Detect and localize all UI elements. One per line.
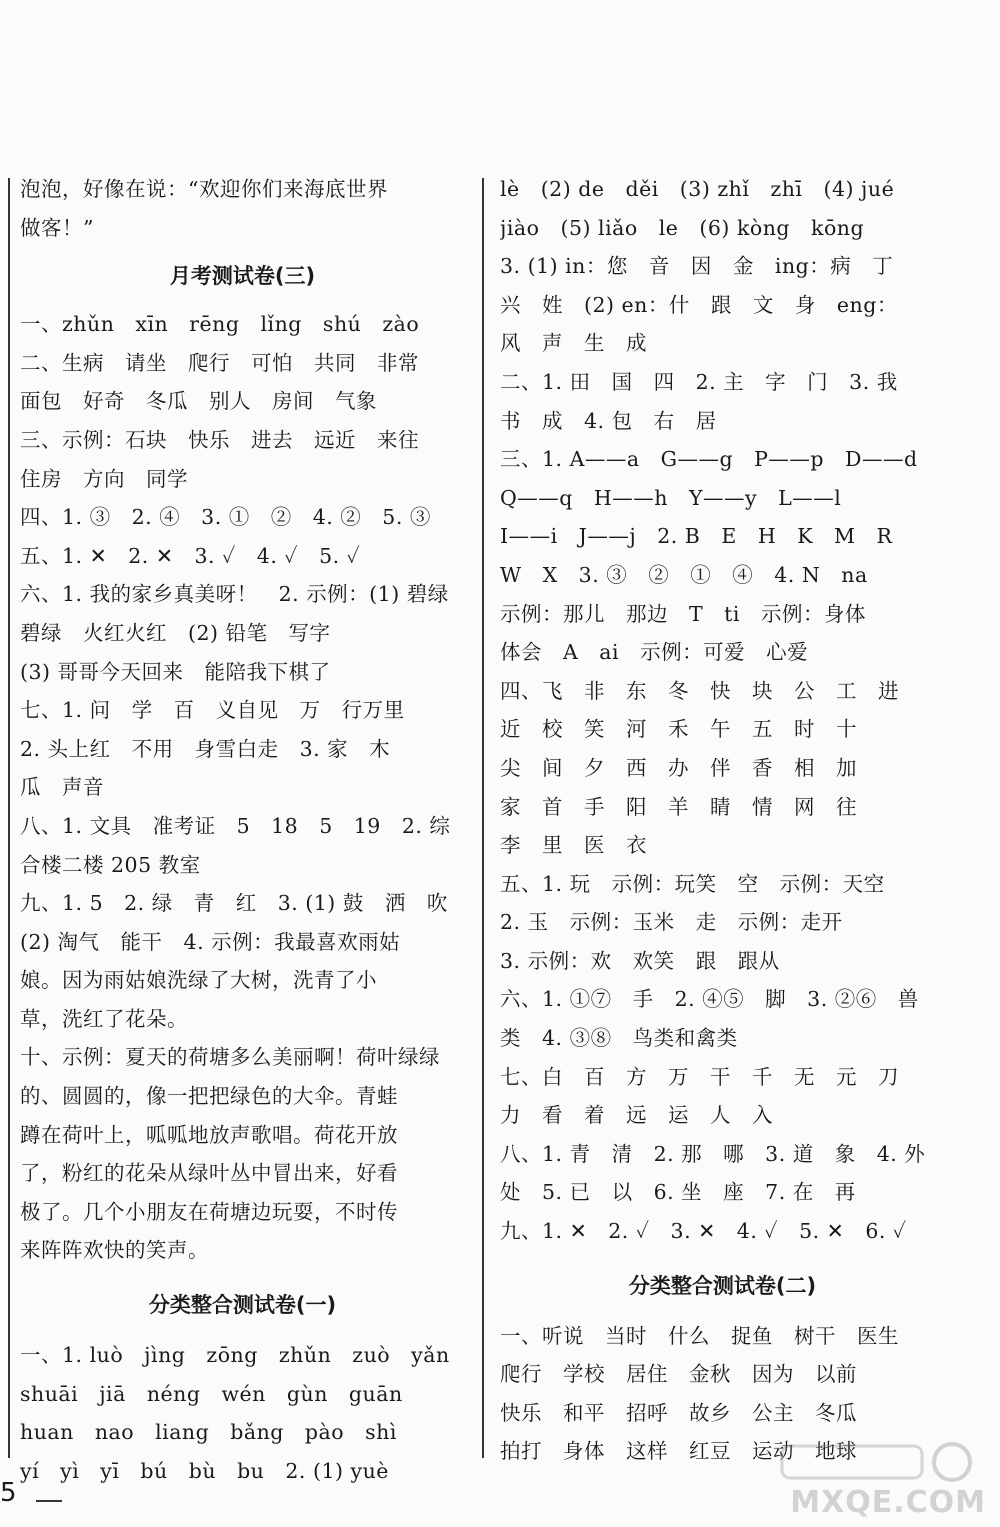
text-line: 八、1. 青 清 2. 那 哪 3. 道 象 4. 外 — [500, 1141, 926, 1166]
text-line: 近 校 笑 河 禾 午 五 时 十 — [500, 717, 857, 742]
text-line: 3. 示例：欢 欢笑 跟 跟从 — [500, 948, 780, 973]
page-number-rule — [36, 1500, 62, 1502]
text-line: 极了。几个小朋友在荷塘边玩耍，不时传 — [20, 1199, 398, 1224]
text-line: 一、zhǔn xīn rēng lǐng shú zào — [20, 312, 420, 337]
column-divider — [482, 178, 484, 1458]
text-line: 做客！” — [20, 215, 94, 240]
text-line: 的、圆圆的，像一把把绿色的大伞。青蛙 — [20, 1084, 398, 1109]
text-line: 瓜 声音 — [20, 775, 104, 800]
text-line: 示例：那儿 那边 T ti 示例：身体 — [500, 601, 866, 626]
text-line: 二、1. 田 国 四 2. 主 字 门 3. 我 — [500, 369, 898, 394]
text-line: 2. 头上红 不用 身雪白走 3. 家 木 — [20, 736, 391, 761]
watermark-url: MXQE.COM — [790, 1485, 986, 1520]
text-line: 四、飞 非 东 冬 快 块 公 工 进 — [500, 678, 899, 703]
text-line: 七、白 百 方 万 干 千 无 元 刀 — [500, 1064, 899, 1089]
text-line: 一、1. luò jìng zōng zhǔn zuò yǎn — [20, 1343, 450, 1368]
text-line: 体会 A ai 示例：可爱 心爱 — [500, 640, 809, 665]
text-line: 草，洗红了花朵。 — [20, 1006, 188, 1031]
section-heading: 分类整合测试卷(二) — [628, 1273, 817, 1298]
text-line: 娘。因为雨姑娘洗绿了大树，洗青了小 — [20, 968, 377, 993]
text-line: 了，粉红的花朵从绿叶丛中冒出来，好看 — [20, 1161, 398, 1186]
right-column — [500, 170, 945, 1471]
text-line: 3. (1) in：您 音 因 金 ing：病 丁 — [500, 254, 894, 279]
text-line: 二、生病 请坐 爬行 可怕 共同 非常 — [20, 350, 419, 375]
page-number: 5 — [0, 1478, 17, 1508]
section-heading: 月考测试卷(三) — [169, 264, 316, 289]
text-line: 尖 间 夕 西 办 伴 香 相 加 — [500, 755, 857, 780]
text-line: 九、1. ✕ 2. ✓ 3. ✕ 4. ✓ 5. ✕ 6. ✓ — [500, 1219, 907, 1244]
text-line: 书 成 4. 包 右 居 — [500, 408, 717, 433]
text-line: 碧绿 火红火红 (2) 铅笔 写字 — [20, 620, 331, 645]
text-line: 力 看 着 远 运 人 入 — [500, 1103, 773, 1128]
text-line: 李 里 医 衣 — [500, 833, 647, 858]
text-line: 五、1. ✕ 2. ✕ 3. ✓ 4. ✓ 5. ✓ — [20, 543, 361, 568]
text-line: 风 声 生 成 — [500, 331, 647, 356]
text-line: 住房 方向 同学 — [20, 466, 188, 491]
left-column — [20, 170, 465, 1490]
text-line: (3) 哥哥今天回来 能陪我下棋了 — [20, 659, 331, 684]
text-line: (2) 淘气 能干 4. 示例：我最喜欢雨姑 — [20, 929, 401, 954]
section-heading: 分类整合测试卷(一) — [148, 1293, 337, 1318]
text-line: Q——q H——h Y——y L——l — [500, 485, 842, 510]
text-line: 合楼二楼 205 教室 — [20, 852, 201, 877]
text-line: 快乐 和平 招呼 故乡 公主 冬瓜 — [500, 1400, 857, 1425]
text-line: jiào (5) liǎo le (6) kòng kōng — [500, 215, 865, 240]
text-line: W X 3. ③ ② ① ④ 4. N na — [500, 562, 868, 587]
text-line: 类 4. ③⑧ 鸟类和禽类 — [500, 1026, 738, 1051]
text-line: 十、示例：夏天的荷塘多么美丽啊！荷叶绿绿 — [20, 1045, 440, 1070]
text-line: 七、1. 问 学 百 义自见 万 行万里 — [20, 698, 405, 723]
text-line: yí yì yī bú bù bu 2. (1) yuè — [20, 1458, 389, 1483]
text-line: 三、1. A——a G——g P——p D——d — [500, 447, 918, 472]
left-margin-rule — [8, 178, 10, 1458]
text-line: 四、1. ③ 2. ④ 3. ① ② 4. ② 5. ③ — [20, 505, 431, 530]
text-line: 蹲在荷叶上，呱呱地放声歌唱。荷花开放 — [20, 1122, 398, 1147]
text-line: lè (2) de děi (3) zhǐ zhī (4) jué — [500, 177, 895, 201]
watermark-logo-icon — [776, 1440, 976, 1484]
text-line: 六、1. 我的家乡真美呀！ 2. 示例：(1) 碧绿 — [20, 582, 449, 607]
text-line: 面包 好奇 冬瓜 别人 房间 气象 — [20, 389, 377, 414]
text-line: 拍打 身体 这样 红豆 运动 地球 — [500, 1439, 857, 1464]
text-line: 兴 姓 (2) en：什 跟 文 身 eng： — [500, 292, 898, 317]
text-line: shuāi jiā néng wén gùn guān — [20, 1381, 403, 1406]
text-line: 三、示例：石块 快乐 进去 远近 来往 — [20, 427, 419, 452]
text-line: 五、1. 玩 示例：玩笑 空 示例：天空 — [500, 871, 885, 896]
text-line: 处 5. 已 以 6. 坐 座 7. 在 再 — [500, 1180, 856, 1205]
text-line: 泡泡，好像在说：“欢迎你们来海底世界 — [20, 177, 388, 201]
text-line: 来阵阵欢快的笑声。 — [20, 1238, 209, 1263]
text-line: 一、听说 当时 什么 捉鱼 树干 医生 — [500, 1323, 899, 1348]
text-line: 八、1. 文具 准考证 5 18 5 19 2. 综 — [20, 813, 451, 838]
watermark — [771, 1440, 986, 1520]
text-line: 2. 玉 示例：玉米 走 示例：走开 — [500, 910, 843, 935]
text-line: 家 首 手 阳 羊 睛 情 网 往 — [500, 794, 857, 819]
text-line: I——i J——j 2. B E H K M R — [500, 524, 893, 549]
text-line: 爬行 学校 居住 金秋 因为 以前 — [500, 1362, 857, 1387]
text-line: 六、1. ①⑦ 手 2. ④⑤ 脚 3. ②⑥ 兽 — [500, 987, 919, 1012]
text-line: huan nao liang bǎng pào shì — [20, 1420, 397, 1445]
text-line: 九、1. 5 2. 绿 青 红 3. (1) 鼓 洒 吹 — [20, 891, 448, 916]
